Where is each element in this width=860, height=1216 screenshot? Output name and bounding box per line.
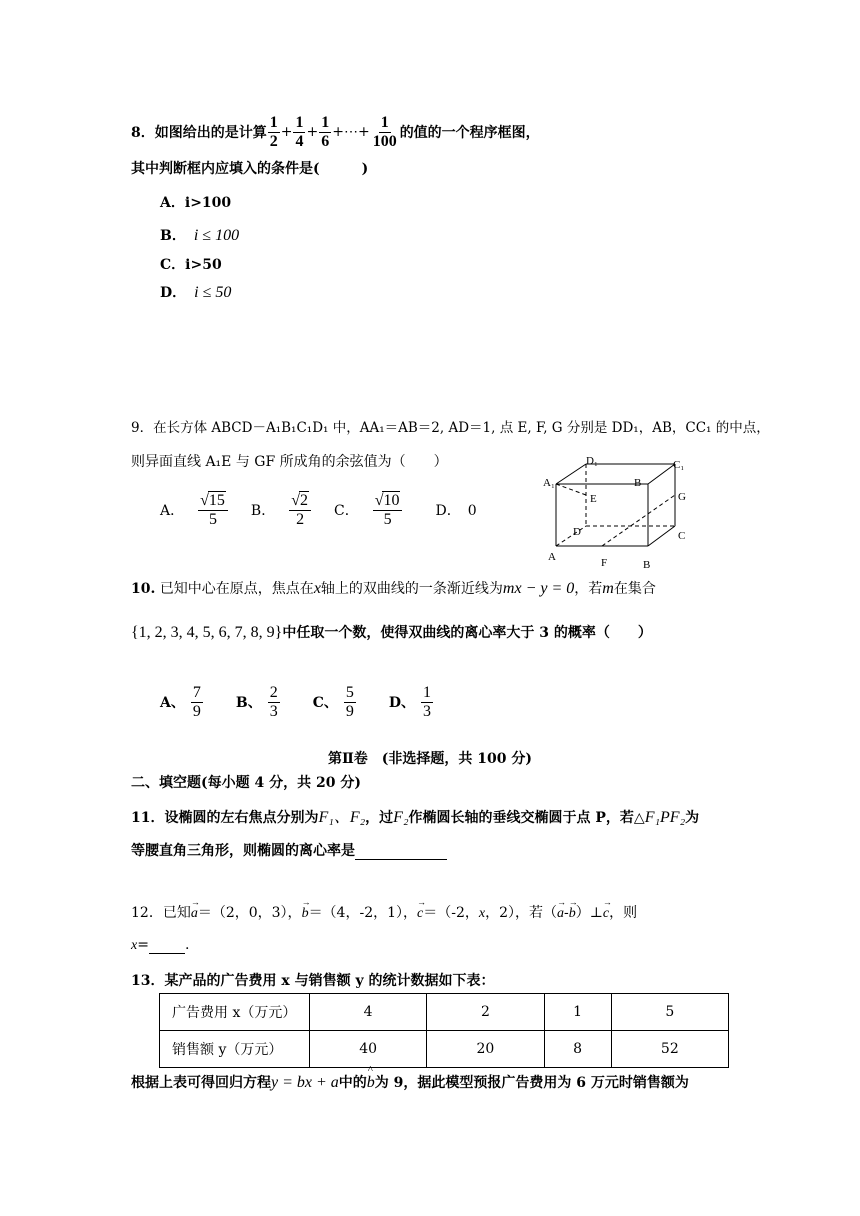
q10-line2: {1, 2, 3, 4, 5, 6, 7, 8, 9}中任取一个数，使得双曲线的离心率大于 3 的概率（ ）: [131, 624, 652, 641]
q10-option-c[interactable]: C、 $\frac{5}{9}$: [312, 683, 354, 720]
label-a1: A₁: [543, 477, 555, 489]
label-a: A: [548, 551, 556, 563]
q13-data-table: [159, 993, 729, 1068]
q13-tail: 根据上表可得回归方程y = bx + a中的^ b为 9，据此模型预报广告费用为 6 万元时销售额为: [131, 1072, 689, 1092]
table-row: 销售额 y（万元） 40 20 8 52: [160, 1031, 729, 1068]
q10-option-b[interactable]: B、 $\frac{2}{3}$: [235, 683, 278, 720]
table-row: 广告费用 x（万元） 4 2 1 5: [160, 994, 729, 1031]
q8-option-d[interactable]: D． i ≤ 50: [160, 284, 232, 301]
q8-frac-1: $\frac{1}{2}$: [269, 113, 278, 150]
q10-option-d[interactable]: D、 $\frac{1}{3}$: [388, 683, 432, 720]
q13-intro: 13．某产品的广告费用 x 与销售额 y 的统计数据如下表：: [131, 973, 495, 989]
q8-intro: 8．如图给出的是计算: [131, 125, 267, 141]
label-g: G: [678, 491, 686, 503]
q8-option-c[interactable]: C．i>50: [160, 257, 222, 273]
q8-frac-2: $\frac{1}{4}$: [295, 113, 304, 150]
label-d: D: [573, 526, 581, 538]
q11-line2: 等腰直角三角形，则椭圆的离心率是: [131, 840, 447, 860]
label-c1: C₁: [673, 459, 685, 471]
q8-frac-4: $\frac{1}{100}$: [372, 113, 397, 150]
q9-option-a[interactable]: A． $\frac{√15}{5}$: [160, 492, 229, 529]
q11-answer-blank[interactable]: [355, 843, 447, 860]
q9-option-b[interactable]: B． $\frac{√2}{2}$: [251, 492, 312, 529]
cuboid-figure: [540, 452, 700, 574]
q9-options: [160, 488, 477, 532]
q8-frac-3: $\frac{1}{6}$: [321, 113, 330, 150]
q10-options: [160, 680, 434, 724]
q9-line2: 则异面直线 A₁E 与 GF 所成角的余弦值为（ ）: [131, 454, 448, 470]
q10-option-a[interactable]: A、 $\frac{7}{9}$: [160, 683, 201, 720]
q8-line2: 其中判断框内应填入的条件是( ): [131, 161, 369, 177]
q9-line1: 9．在长方体 ABCD－A₁B₁C₁D₁ 中，AA₁＝AB＝2, AD＝1, 点 E, F, G 分别是 DD₁，AB，CC₁ 的中点，: [131, 420, 770, 436]
q9-option-d[interactable]: D． 0: [435, 503, 477, 519]
q12-line1: 12．已知→ a＝（2，0，3），→ b＝（4，-2，1），→ c＝（-2，x，2），若（→ a-→ b）⊥→ c，则: [131, 902, 637, 922]
q8-intro-end: 的值的一个程序框图，: [399, 125, 540, 141]
label-d1: D₁: [586, 455, 598, 467]
label-b1: B: [634, 477, 642, 489]
label-b: B: [643, 559, 651, 571]
label-c: C: [678, 530, 686, 542]
q11-line1: 11．设椭圆的左右焦点分别为F₁、F₂，过F₂作椭圆长轴的垂线交椭圆于点 P，若△F₁PF₂为: [131, 809, 700, 826]
q12-line2: x= .: [131, 937, 190, 953]
q8-line1: 8．如图给出的是计算 $\frac{1}{2}$ + $\frac{1}{4}$ + $\frac{1}{6}$ + ⋯ + $\frac{1}{100}$ 的值的一个程序框图，: [131, 113, 540, 150]
q9-option-c[interactable]: C． $\frac{√10}{5}$: [334, 492, 404, 529]
label-e: E: [590, 493, 597, 505]
part2-title: 第Ⅱ卷 (非选择题，共 100 分): [327, 751, 533, 767]
q8-option-b[interactable]: B． i ≤ 100: [160, 227, 240, 244]
section-fill-in: 二、填空题(每小题 4 分，共 20 分): [131, 775, 361, 791]
label-f: F: [601, 557, 608, 569]
q8-option-a[interactable]: A．i>100: [160, 195, 232, 211]
q10-line1: 10. 已知中心在原点，焦点在x轴上的双曲线的一条渐近线为mx − y = 0，若m在集合: [131, 580, 656, 597]
q12-answer-blank[interactable]: [149, 939, 185, 954]
